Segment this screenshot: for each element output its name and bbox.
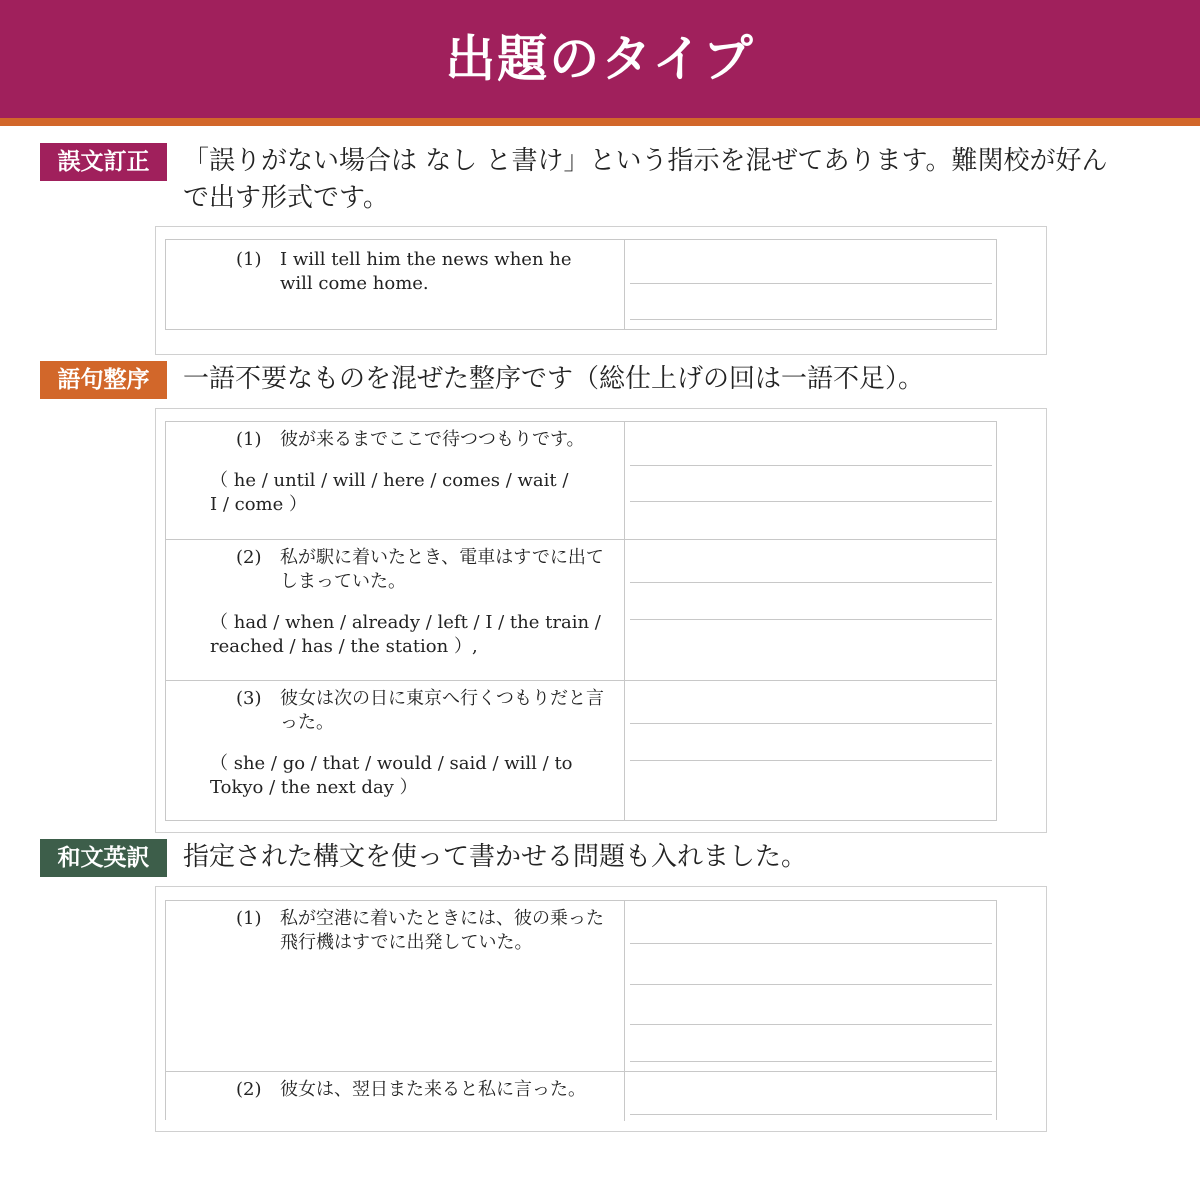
answer-line[interactable]: [630, 1061, 992, 1062]
question-row: [166, 422, 996, 539]
question-table: [165, 239, 997, 330]
column-divider: [624, 240, 625, 329]
answer-line[interactable]: [630, 943, 992, 944]
answer-line[interactable]: [630, 501, 992, 502]
answer-line[interactable]: [630, 723, 992, 724]
page-title: 出題のタイプ: [445, 30, 755, 88]
answer-line[interactable]: [630, 984, 992, 985]
word-choices: （ she / go / that / would / said / will / to Tokyo / the next day ）: [210, 753, 573, 798]
word-choices: （ he / until / will / here / comes / wait / I / come ）: [210, 470, 569, 515]
section-description: 「誤りがない場合は なし と書け」という指示を混ぜてあります。難関校が好ん: [183, 146, 1108, 176]
question-row: [166, 680, 996, 821]
question-text: 彼女は次の日に東京へ行くつもりだと言った。: [280, 688, 604, 733]
section-description-cont: で出す形式です。: [183, 183, 389, 213]
question-number: (1): [236, 249, 262, 270]
section-tag-error-correction: 誤文訂正: [40, 143, 167, 181]
answer-line[interactable]: [630, 1114, 992, 1115]
answer-line[interactable]: [630, 1024, 992, 1025]
question-table: [165, 900, 997, 1120]
section-description: 指定された構文を使って書かせる問題も入れました。: [183, 842, 808, 872]
column-divider: [624, 1072, 625, 1121]
question-row: [166, 1071, 996, 1121]
column-divider: [624, 422, 625, 539]
question-text: I will tell him the news when he will come home.: [280, 249, 572, 294]
column-divider: [624, 681, 625, 821]
answer-line[interactable]: [630, 760, 992, 761]
answer-line[interactable]: [630, 619, 992, 620]
question-text: 彼が来るまでここで待つつもりです。: [280, 429, 585, 450]
question-number: (3): [236, 688, 262, 709]
answer-line[interactable]: [630, 465, 992, 466]
question-text: 私が空港に着いたときには、彼の乗った飛行機はすでに出発していた。: [280, 908, 604, 953]
question-text: 私が駅に着いたとき、電車はすでに出てしまっていた。: [280, 547, 604, 592]
question-table: [165, 421, 997, 821]
question-row: [166, 240, 996, 329]
header-accent-stripe: [0, 118, 1200, 126]
question-number: (2): [236, 1079, 262, 1100]
column-divider: [624, 901, 625, 1071]
question-number: (2): [236, 547, 262, 568]
question-row: [166, 901, 996, 1071]
answer-line[interactable]: [630, 582, 992, 583]
question-number: (1): [236, 908, 262, 929]
word-choices: （ had / when / already / left / I / the train / reached / has / the station ）,: [210, 612, 601, 657]
question-row: [166, 539, 996, 680]
section-tag-translation: 和文英訳: [40, 839, 167, 877]
answer-line[interactable]: [630, 319, 992, 320]
section-description: 一語不要なものを混ぜた整序です（総仕上げの回は一語不足）。: [183, 364, 925, 394]
page-header: [0, 0, 1200, 118]
section-tag-word-order: 語句整序: [40, 361, 167, 399]
column-divider: [624, 540, 625, 680]
answer-line[interactable]: [630, 283, 992, 284]
question-text: 彼女は、翌日また来ると私に言った。: [280, 1079, 586, 1100]
question-number: (1): [236, 429, 262, 450]
